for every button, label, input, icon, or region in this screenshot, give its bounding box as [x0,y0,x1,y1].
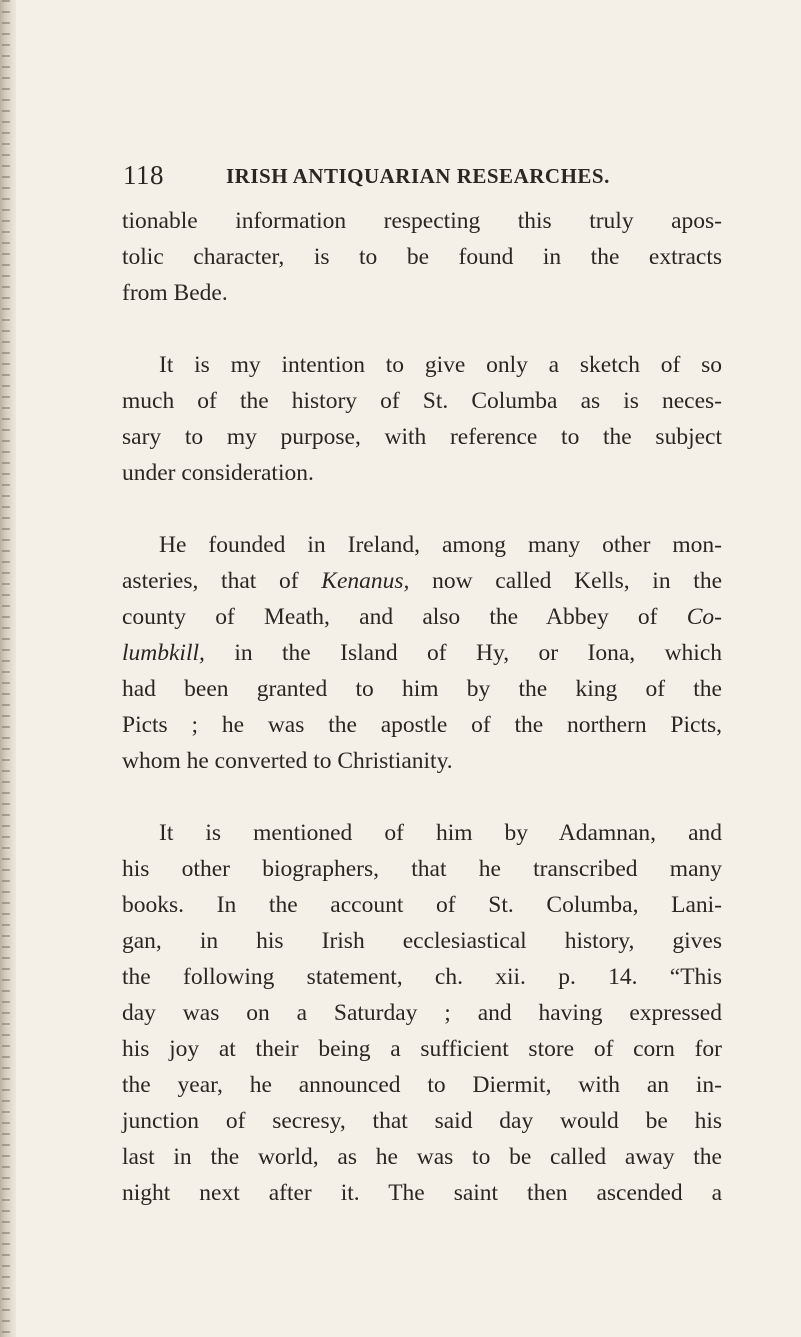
text-line: the following statement, ch. xii. p. 14. “This [122,964,722,990]
text-run: now called Kells, in the [409,568,723,594]
text-line: had been granted to him by the king of the [122,676,722,702]
italic-place-name: Co- [686,604,722,630]
text-run: county of Meath, and also the Abbey of [122,604,687,630]
paragraph-3 [122,527,722,779]
text-line [122,635,722,671]
text-line: his other biographers, that he transcribed many [122,856,722,882]
text-line: books. In the account of St. Columba, Lani- [122,892,722,918]
paragraph-gap [122,311,722,347]
text-line: gan, in his Irish ecclesiastical history, gives [122,928,722,954]
text-line: much of the history of St. Columba as is neces- [122,388,722,414]
text-line: under consideration. [122,460,314,486]
text-line: the year, he announced to Diermit, with an in- [122,1072,722,1098]
paragraph-gap [122,491,722,527]
italic-place-name: lumbkill, [122,640,205,666]
text-line [122,599,722,635]
binding-stitch-lines [2,0,10,1337]
book-binding-edge [0,0,16,1337]
text-run: asteries, that of [122,568,322,594]
text-line: last in the world, as he was to be called away the [122,1144,722,1170]
text-line [122,563,722,599]
text-line: Picts ; he was the apostle of the northern Picts, [122,712,722,738]
page-number: 118 [123,160,164,190]
text-line: He founded in Ireland, among many other mon- [159,532,722,558]
running-header [226,164,610,189]
paragraph-4 [122,815,722,1211]
text-line: tionable information respecting this truly apos- [122,208,722,234]
page-body [122,203,722,1211]
text-line: day was on a Saturday ; and having expressed [122,1000,722,1026]
text-line: whom he converted to Christianity. [122,748,453,774]
paragraph-gap [122,779,722,815]
text-line: from Bede. [122,280,228,306]
text-run: in the Island of Hy, or Iona, which [204,640,722,666]
italic-place-name: Kenanus, [321,568,410,594]
text-line: junction of secresy, that said day would be his [122,1108,722,1134]
paragraph-2 [122,347,722,491]
running-title: IRISH ANTIQUARIAN RESEARCHES. [226,164,610,188]
text-line: sary to my purpose, with reference to the subject [122,424,722,450]
text-line: tolic character, is to be found in the extracts [122,244,722,270]
text-line: It is mentioned of him by Adamnan, and [159,820,722,846]
text-line: his joy at their being a sufficient store of corn for [122,1036,722,1062]
text-line: night next after it. The saint then ascended a [122,1180,722,1206]
paragraph-1 [122,203,722,311]
text-line: It is my intention to give only a sketch of so [159,352,722,378]
